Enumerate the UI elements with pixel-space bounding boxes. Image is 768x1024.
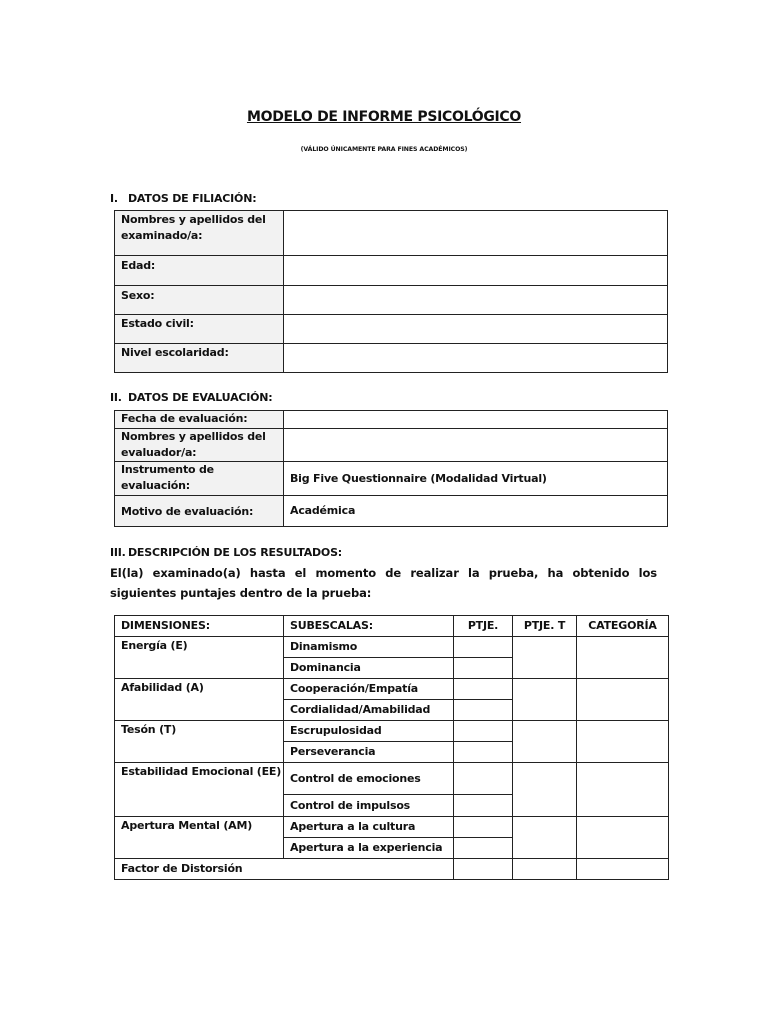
evaluacion-field-instrumento[interactable]: Big Five Questionnaire (Modalidad Virtual) xyxy=(284,462,668,496)
ptje-cell[interactable] xyxy=(454,679,513,700)
ptje-t-cell[interactable] xyxy=(513,859,577,880)
dimension-apertura: Apertura Mental (AM) xyxy=(115,817,284,859)
subscale-apertura-cultura: Apertura a la cultura xyxy=(284,817,454,838)
subscale-perseverancia: Perseverancia xyxy=(284,742,454,763)
table-row xyxy=(115,679,669,700)
section-evaluacion-heading xyxy=(110,391,273,404)
evaluacion-label-motivo: Motivo de evaluación: xyxy=(115,496,284,527)
ptje-t-cell[interactable] xyxy=(513,679,577,721)
ptje-t-cell[interactable] xyxy=(513,637,577,679)
subscale-control-emociones: Control de emociones xyxy=(284,763,454,795)
ptje-cell[interactable] xyxy=(454,817,513,838)
subscale-control-impulsos: Control de impulsos xyxy=(284,795,454,817)
categoria-cell[interactable] xyxy=(577,817,669,859)
header-dimensiones: DIMENSIONES: xyxy=(115,616,284,637)
dimension-estabilidad: Estabilidad Emocional (EE) xyxy=(115,763,284,817)
section-title: DATOS DE EVALUACIÓN: xyxy=(128,391,273,404)
table-row xyxy=(115,763,669,795)
dimension-energia: Energía (E) xyxy=(115,637,284,679)
subscale-dominancia: Dominancia xyxy=(284,658,454,679)
filiacion-label-nombres: Nombres y apellidos del examinado/a: xyxy=(115,211,284,256)
evaluacion-label-fecha: Fecha de evaluación: xyxy=(115,411,284,429)
dimension-afabilidad: Afabilidad (A) xyxy=(115,679,284,721)
categoria-cell[interactable] xyxy=(577,763,669,817)
section-title: DATOS DE FILIACIÓN: xyxy=(128,192,257,205)
evaluacion-field-motivo[interactable]: Académica xyxy=(284,496,668,527)
ptje-cell[interactable] xyxy=(454,795,513,817)
section-number: II. xyxy=(110,391,122,404)
ptje-cell[interactable] xyxy=(454,658,513,679)
filiacion-label-edad: Edad: xyxy=(115,256,284,286)
evaluacion-label-instrumento: Instrumento de evaluación: xyxy=(115,462,284,496)
ptje-t-cell[interactable] xyxy=(513,721,577,763)
table-row xyxy=(115,721,669,742)
document-subtitle: (VÁLIDO ÚNICAMENTE PARA FINES ACADÉMICOS) xyxy=(300,146,468,153)
evaluacion-field-fecha[interactable] xyxy=(284,411,668,429)
filiacion-field-edad[interactable] xyxy=(284,256,668,286)
categoria-cell[interactable] xyxy=(577,637,669,679)
section-number: III. xyxy=(110,546,126,559)
subscale-escrupulosidad: Escrupulosidad xyxy=(284,721,454,742)
evaluacion-table xyxy=(114,410,668,527)
header-subescalas: SUBESCALAS: xyxy=(284,616,454,637)
section-title: DESCRIPCIÓN DE LOS RESULTADOS: xyxy=(128,546,343,559)
subscale-apertura-experiencia: Apertura a la experiencia xyxy=(284,838,454,859)
subscale-cooperacion: Cooperación/Empatía xyxy=(284,679,454,700)
ptje-cell[interactable] xyxy=(454,700,513,721)
filiacion-label-estado-civil: Estado civil: xyxy=(115,315,284,344)
section-resultados-heading xyxy=(110,546,342,559)
ptje-cell[interactable] xyxy=(454,838,513,859)
header-categoria: CATEGORÍA xyxy=(577,616,669,637)
results-header-row xyxy=(115,616,669,637)
filiacion-field-nombres[interactable] xyxy=(284,211,668,256)
evaluacion-label-evaluador: Nombres y apellidos del evaluador/a: xyxy=(115,429,284,462)
table-row xyxy=(115,637,669,658)
header-ptje: PTJE. xyxy=(454,616,513,637)
filiacion-field-escolaridad[interactable] xyxy=(284,344,668,373)
ptje-cell[interactable] xyxy=(454,721,513,742)
filiacion-table xyxy=(114,210,668,373)
section-number: I. xyxy=(110,192,118,205)
ptje-t-cell[interactable] xyxy=(513,817,577,859)
ptje-cell[interactable] xyxy=(454,763,513,795)
ptje-t-cell[interactable] xyxy=(513,763,577,817)
results-intro-paragraph: El(la) examinado(a) hasta el momento de realizar la prueba, ha obtenido los siguientes puntajes dentro de la prueba: xyxy=(110,566,657,600)
ptje-cell[interactable] xyxy=(454,742,513,763)
table-row xyxy=(115,859,669,880)
evaluacion-field-evaluador[interactable] xyxy=(284,429,668,462)
filiacion-field-estado-civil[interactable] xyxy=(284,315,668,344)
filiacion-field-sexo[interactable] xyxy=(284,286,668,315)
ptje-cell[interactable] xyxy=(454,637,513,658)
header-ptje-t: PTJE. T xyxy=(513,616,577,637)
categoria-cell[interactable] xyxy=(577,679,669,721)
subscale-dinamismo: Dinamismo xyxy=(284,637,454,658)
dimension-teson: Tesón (T) xyxy=(115,721,284,763)
filiacion-label-sexo: Sexo: xyxy=(115,286,284,315)
section-filiacion-heading xyxy=(110,192,256,205)
ptje-cell[interactable] xyxy=(454,859,513,880)
table-row xyxy=(115,817,669,838)
categoria-cell[interactable] xyxy=(577,859,669,880)
subscale-cordialidad: Cordialidad/Amabilidad xyxy=(284,700,454,721)
factor-distorsion: Factor de Distorsión xyxy=(115,859,454,880)
filiacion-label-escolaridad: Nivel escolaridad: xyxy=(115,344,284,373)
results-table xyxy=(114,615,669,880)
document-title: MODELO DE INFORME PSICOLÓGICO xyxy=(246,109,522,125)
categoria-cell[interactable] xyxy=(577,721,669,763)
